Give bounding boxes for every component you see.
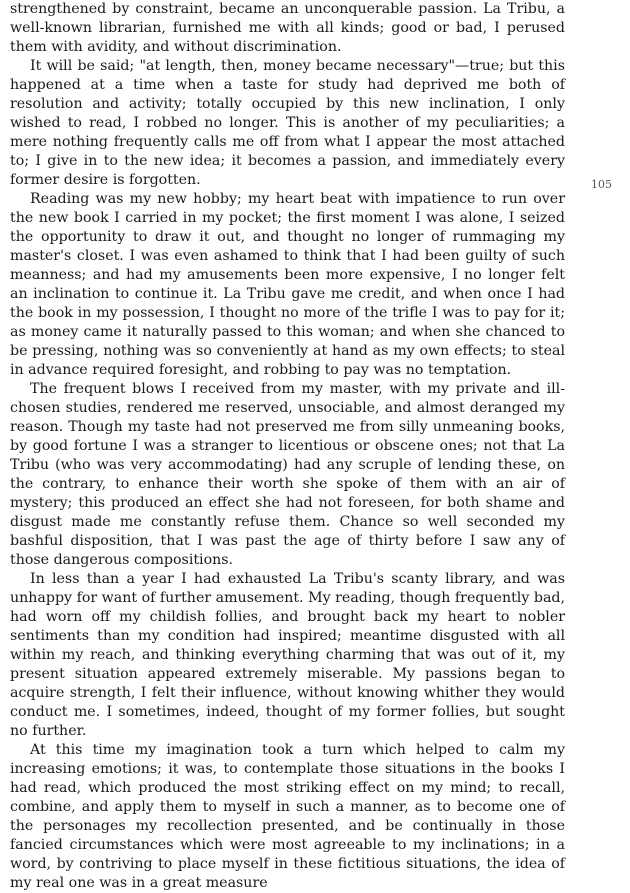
paragraph-5: In less than a year I had exhausted La Tribu's scanty library, and was unhappy for want of further amusement. My reading, though frequently bad, had worn off my childish follies, and brought back my heart to nobler sentiments than my condition had inspired; meantime disgusted with all within my reach, and thinking everything charming that was out of it, my present situation appeared extremely miserable. My passions began to acquire strength, I felt their influence, without knowing whither they would conduct me. I sometimes, indeed, thought of my former follies, but sought no further. — [10, 571, 565, 739]
document-page — [10, 0, 565, 891]
paragraph-2: It will be said; "at length, then, money became necessary"—true; but this happened at a time when a taste for study had deprived me both of resolution and activity; totally occupied by this new inclination, I only wished to read, I robbed no longer. This is another of my peculiarities; a mere nothing frequently calls me off from what I appear the most attached to; I give in to the new idea; it becomes a passion, and immediately every former desire is forgotten. — [10, 58, 565, 188]
body-text — [10, 0, 565, 893]
paragraph-3: Reading was my new hobby; my heart beat with impatience to run over the new book I carried in my pocket; the first moment I was alone, I seized the opportunity to draw it out, and thought no longer of rummaging my master's closet. I was even ashamed to think that I had been guilty of such meanness; and had my amusements been more expensive, I no longer felt an inclination to continue it. La Tribu gave me credit, and when once I had the book in my possession, I thought no more of the trifle I was to pay for it; as money came it naturally passed to this woman; and when she chanced to be pressing, nothing was so conveniently at hand as my own effects; to steal in advance required foresight, and robbing to pay was no temptation. — [10, 191, 565, 378]
paragraph-1: strengthened by constraint, became an unconquerable passion. La Tribu, a well-known librarian, furnished me with all kinds; good or bad, I perused them with avidity, and without discrimination. — [10, 1, 565, 55]
page-number: 105 — [591, 178, 612, 191]
paragraph-4: The frequent blows I received from my master, with my private and ill-chosen studies, rendered me reserved, unsociable, and almost deranged my reason. Though my taste had not preserved me from silly unmeaning books, by good fortune I was a stranger to licentious or obscene ones; not that La Tribu (who was very accommodating) had any scruple of lending these, on the contrary, to enhance their worth she spoke of them with an air of mystery; this produced an effect she had not foreseen, for both shame and disgust made me constantly refuse them. Chance so well seconded my bashful disposition, that I was past the age of thirty before I saw any of those dangerous compositions. — [10, 381, 565, 568]
paragraph-6: At this time my imagination took a turn which helped to calm my increasing emotions; it was, to contemplate those situations in the books I had read, which produced the most striking effect on my mind; to recall, combine, and apply them to myself in such a manner, as to become one of the personages my recollection presented, and be continually in those fancied circumstances which were most agreeable to my inclinations; in a word, by contriving to place myself in these fictitious situations, the idea of my real one was in a great measure — [10, 742, 565, 891]
